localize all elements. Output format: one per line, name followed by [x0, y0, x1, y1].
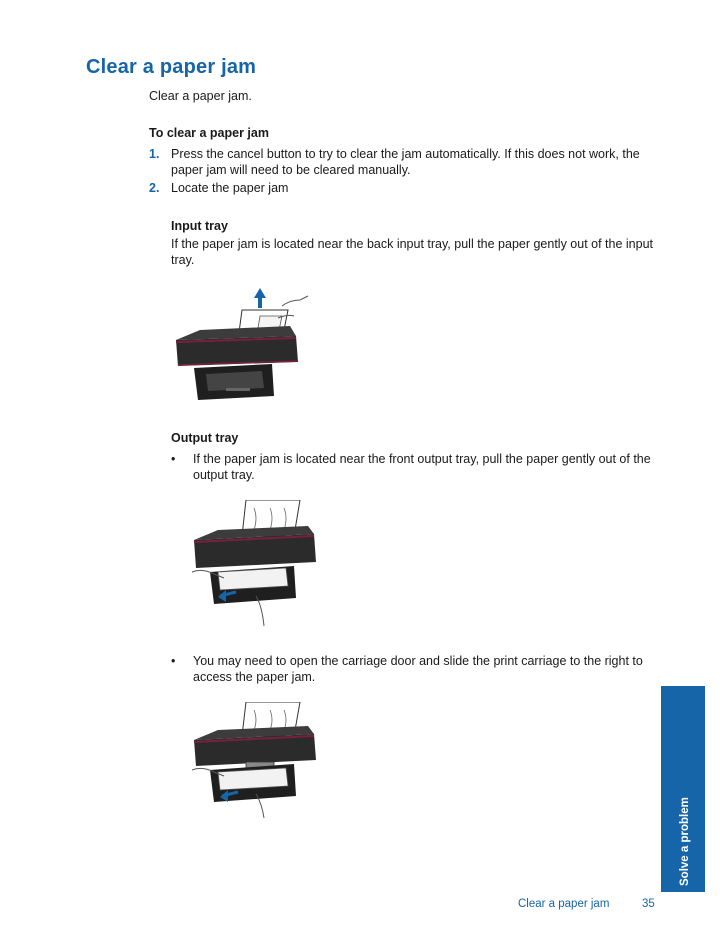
input-tray-text: If the paper jam is located near the back input tray, pull the paper gently out of the input tray.	[171, 237, 654, 267]
bullet-text: If the paper jam is located near the front output tray, pull the paper gently out of the output tray.	[193, 452, 651, 482]
output-tray-heading: Output tray	[171, 431, 239, 445]
footer-section-title: Clear a paper jam	[518, 898, 610, 910]
section-side-tab	[661, 686, 705, 892]
step-text: Press the cancel button to try to clear the jam automatically. If this does not work, the paper jam will need to be cleared manually.	[171, 147, 640, 177]
step-2	[149, 180, 661, 196]
input-tray-heading: Input tray	[171, 219, 228, 233]
printer-carriage-jam-illustration	[190, 702, 330, 820]
step-number: 1.	[149, 147, 160, 161]
bullet-symbol: •	[171, 654, 176, 668]
page-heading: Clear a paper jam	[86, 56, 257, 78]
side-tab-label: Solve a problem	[679, 797, 691, 886]
output-tray-bullet-1	[171, 451, 661, 483]
printer-output-tray-jam-illustration	[190, 500, 330, 630]
printer-input-tray-jam-illustration	[170, 288, 310, 408]
step-1	[149, 146, 661, 178]
step-text: Locate the paper jam	[171, 181, 289, 195]
output-tray-bullet-2	[171, 653, 661, 685]
bullet-text: You may need to open the carriage door and slide the print carriage to the right to access the paper jam.	[193, 654, 643, 684]
footer-page-number: 35	[642, 898, 655, 910]
step-number: 2.	[149, 181, 160, 195]
intro-text: Clear a paper jam.	[149, 89, 252, 103]
bullet-symbol: •	[171, 452, 176, 466]
procedure-title: To clear a paper jam	[149, 126, 269, 140]
